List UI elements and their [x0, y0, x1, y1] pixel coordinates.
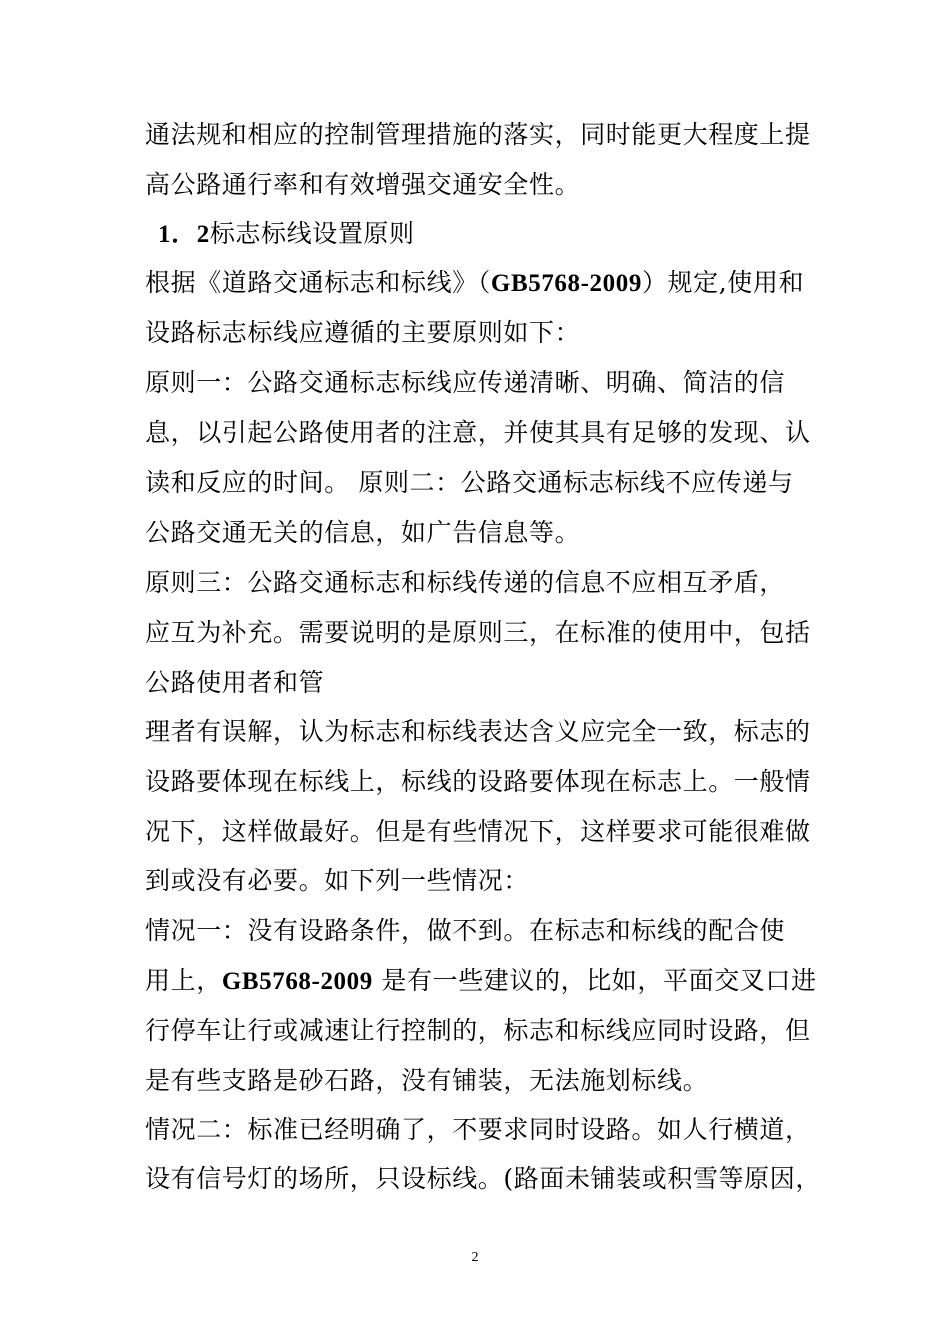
body-text-line: 设路标志标线应遵循的主要原则如下：: [145, 318, 581, 347]
section-title: 标志标线设置原则: [209, 219, 415, 248]
body-text-line: 原则一：公路交通标志标线应传递清晰、明确、简洁的信: [145, 368, 786, 397]
body-text-line: 设有信号灯的场所，只设标线。(路面未铺装或积雪等原因，: [145, 1164, 821, 1193]
body-text-line: [145, 268, 804, 299]
body-text-line: 原则三：公路交通标志和标线传递的信息不应相互矛盾，: [145, 568, 786, 597]
body-text-line: 设路要体现在标线上，标线的设路要体现在标志上。一般情: [145, 767, 811, 796]
body-text-line: 公路交通无关的信息，如广告信息等。: [145, 518, 581, 547]
body-text-line: 行停车让行或减速让行控制的，标志和标线应同时设路，但: [145, 1016, 811, 1045]
text-suffix: 是有一些建议的，比如，平面交叉口进: [372, 966, 817, 995]
text-prefix: 用上，: [145, 966, 222, 995]
text-prefix: 根据《道路交通标志和标线》（: [145, 268, 491, 297]
section-heading: [158, 219, 415, 250]
body-text-line: 到或没有必要。如下列一些情况：: [145, 866, 530, 895]
standard-code: GB5768-2009: [221, 968, 373, 995]
section-number: 1．2: [158, 221, 210, 248]
body-text-line: 读和反应的时间。 原则二：公路交通标志标线不应传递与: [145, 468, 794, 497]
body-text-line: 是有些支路是砂石路，没有铺装，无法施划标线。: [145, 1066, 709, 1095]
body-text-line: 情况二：标准已经明确了，不要求同时设路。如人行横道，: [145, 1115, 811, 1144]
body-text-line: [145, 966, 817, 997]
body-text-line: 理者有误解，认为标志和标线表达含义应完全一致，标志的: [145, 717, 811, 746]
text-suffix: ）规定,使用和: [641, 268, 805, 297]
body-text-line: 况下，这样做最好。但是有些情况下，这样要求可能很难做: [145, 817, 811, 846]
body-text-line: 情况一：没有设路条件，做不到。在标志和标线的配合使: [145, 916, 786, 945]
body-text-line: 高公路通行率和有效增强交通安全性。: [145, 170, 581, 199]
body-text-line: 息，以引起公路使用者的注意，并使其具有足够的发现、认: [145, 418, 811, 447]
page-number: 2: [471, 1250, 479, 1265]
standard-code: GB5768-2009: [490, 270, 642, 297]
body-text-line: 通法规和相应的控制管理措施的落实，同时能更大程度上提: [145, 120, 811, 149]
body-text-line: 公路使用者和管: [145, 668, 325, 697]
body-text-line: 应互为补充。需要说明的是原则三，在标准的使用中，包括: [145, 618, 811, 647]
